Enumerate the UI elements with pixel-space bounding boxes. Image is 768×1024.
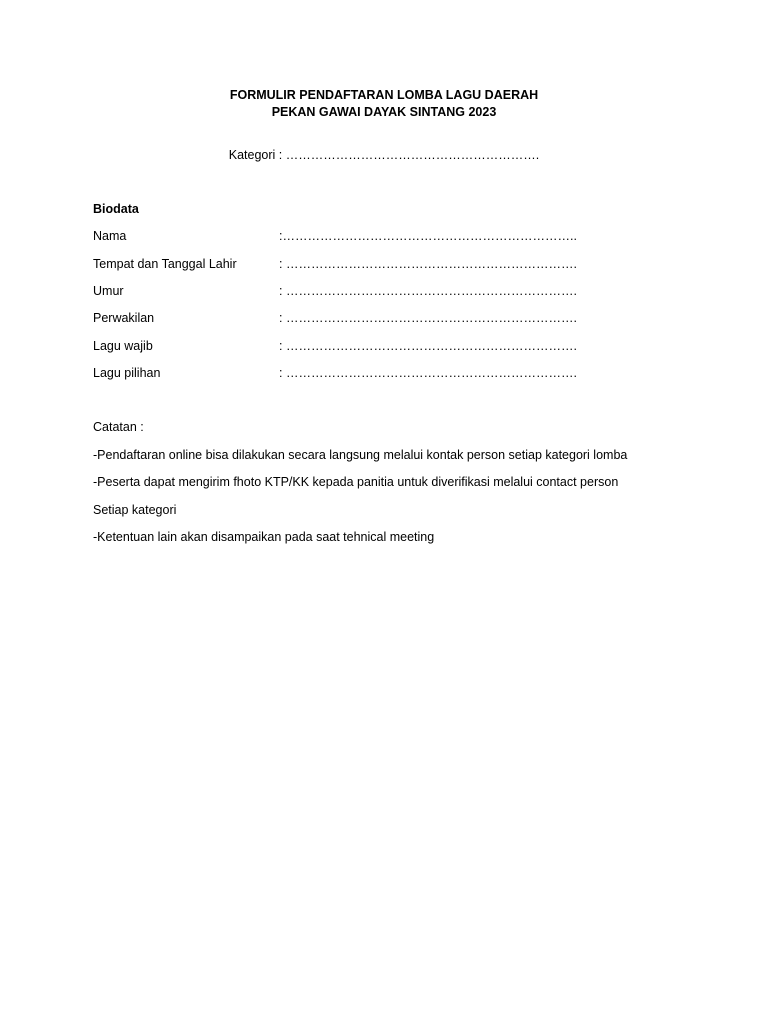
kategori-field: Kategori : ……………………………………………………. <box>228 148 540 162</box>
field-value: : ……………………………………………………………. <box>279 339 577 353</box>
field-value: : ……………………………………………………………. <box>279 311 577 325</box>
field-row-umur <box>93 284 653 302</box>
field-row-perwakilan <box>93 311 653 329</box>
field-label: Lagu wajib <box>93 339 153 353</box>
form-title-line-2: PEKAN GAWAI DAYAK SINTANG 2023 <box>271 105 497 119</box>
field-value: : ……………………………………………………………. <box>279 257 577 271</box>
field-value: : ……………………………………………………………. <box>279 366 577 380</box>
note-line: -Peserta dapat mengirim fhoto KTP/KK kepada panitia untuk diverifikasi melalui contact person <box>93 475 619 489</box>
field-row-lagu-wajib <box>93 339 653 357</box>
note-line: -Pendaftaran online bisa dilakukan secara langsung melalui kontak person setiap kategori lomba <box>93 448 628 462</box>
notes-heading: Catatan : <box>93 420 144 434</box>
field-label: Nama <box>93 229 127 243</box>
field-value: :…………………………………………………………….. <box>279 229 577 243</box>
form-title-line-1: FORMULIR PENDAFTARAN LOMBA LAGU DAERAH <box>229 88 539 102</box>
field-label: Umur <box>93 284 124 298</box>
field-row-tempat-tanggal-lahir <box>93 257 653 275</box>
note-line: Setiap kategori <box>93 503 177 517</box>
field-label: Lagu pilihan <box>93 366 161 380</box>
field-label: Tempat dan Tanggal Lahir <box>93 257 237 271</box>
field-row-nama <box>93 229 653 247</box>
field-label: Perwakilan <box>93 311 155 325</box>
field-row-lagu-pilihan <box>93 366 653 384</box>
note-line: -Ketentuan lain akan disampaikan pada saat tehnical meeting <box>93 530 435 544</box>
field-value: : ……………………………………………………………. <box>279 284 577 298</box>
biodata-heading: Biodata <box>93 202 139 216</box>
